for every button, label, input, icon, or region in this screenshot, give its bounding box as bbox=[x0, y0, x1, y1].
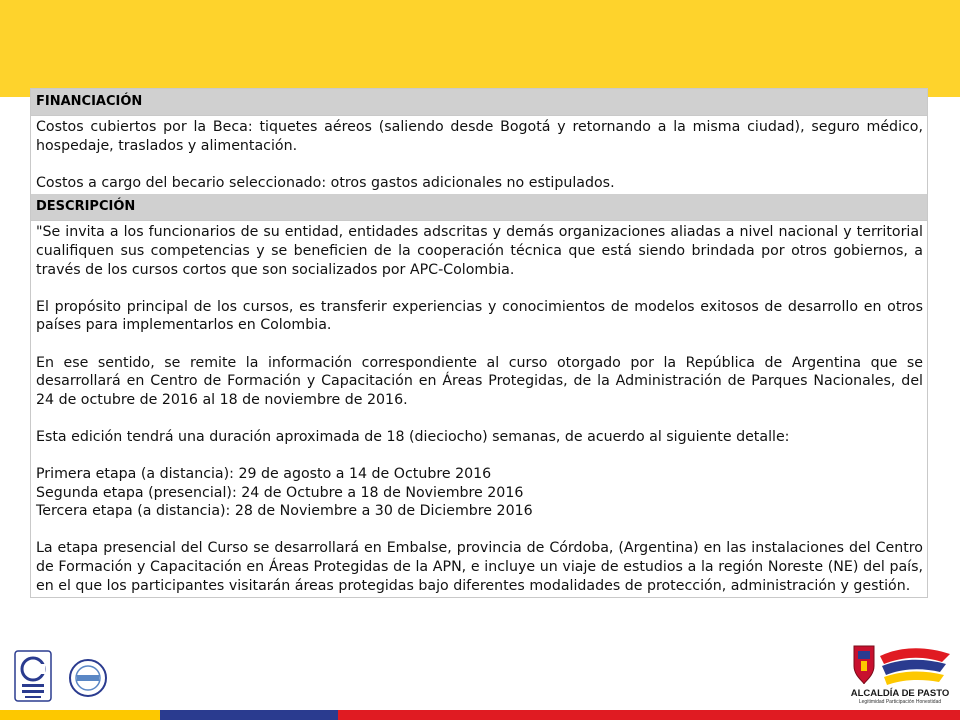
stage-line: Tercera etapa (a distancia): 28 de Noviembre a 30 de Diciembre 2016 bbox=[36, 503, 533, 520]
stripe-blue bbox=[160, 710, 338, 720]
descripcion-header: DESCRIPCIÓN bbox=[31, 194, 927, 221]
alcaldia-logo bbox=[846, 642, 952, 708]
paragraph: En ese sentido, se remite la información correspondiente al curso otorgado por la República de Argentina que se desarrollará en Centro de Formación y Capacitación en Áreas Protegidas, de la Administración de Parques Nacionales, del 24 de octubre de 2016 al 18 de noviembre de 2016. bbox=[36, 354, 923, 408]
alcaldia-name: ALCALDÍA DE PASTO bbox=[850, 688, 950, 699]
financiacion-header: FINANCIACIÓN bbox=[31, 89, 927, 116]
paragraph: El propósito principal de los cursos, es transferir experiencias y conocimientos de modelos exitosos de desarrollo en otros países para implementarlos en Colombia. bbox=[36, 298, 923, 334]
certification-logos bbox=[14, 650, 108, 702]
top-banner bbox=[0, 0, 960, 97]
stage-line: Primera etapa (a distancia): 29 de agosto a 14 de Octubre 2016 bbox=[36, 466, 492, 483]
paragraph: Esta edición tendrá una duración aproximada de 18 (dieciocho) semanas, de acuerdo al siguiente detalle: bbox=[36, 428, 790, 445]
paragraph: Costos a cargo del becario seleccionado: otros gastos adicionales no estipulados. bbox=[36, 174, 615, 191]
paragraph: La etapa presencial del Curso se desarrollará en Embalse, provincia de Córdoba, (Argentina) en las instalaciones del Centro de Formación y Capacitación en Áreas Protegidas de la APN, e incluye un viaje de estudios a la región Noreste (NE) del país, en el que los participantes visitarán áreas protegidas bajo diferentes modalidades de protección, administración y gestión. bbox=[36, 540, 923, 594]
content-table bbox=[30, 88, 928, 598]
stripe-yellow bbox=[0, 710, 160, 720]
bottom-color-stripe bbox=[0, 710, 960, 720]
certification-logo-icon bbox=[14, 650, 52, 702]
stripe-red bbox=[338, 710, 960, 720]
coat-of-arms-icon bbox=[846, 642, 952, 688]
stage-line: Segunda etapa (presencial): 24 de Octubre a 18 de Noviembre 2016 bbox=[36, 484, 524, 501]
quality-seal-icon bbox=[68, 658, 108, 698]
descripcion-body bbox=[31, 221, 927, 597]
paragraph: "Se invita a los funcionarios de su entidad, entidades adscritas y demás organizaciones aliadas a nivel nacional y territorial cualifiquen sus competencias y se beneficien de la cooperación técnica que está siendo brindada por otros gobiernos, a través de los cursos cortos que son socializados por APC-Colombia. bbox=[36, 224, 923, 278]
financiacion-body bbox=[31, 116, 927, 194]
paragraph: Costos cubiertos por la Beca: tiquetes aéreos (saliendo desde Bogotá y retornando a la misma ciudad), seguro médico, hospedaje, traslados y alimentación. bbox=[36, 119, 923, 154]
alcaldia-motto: Legitimidad Participación Honestidad bbox=[858, 699, 942, 705]
